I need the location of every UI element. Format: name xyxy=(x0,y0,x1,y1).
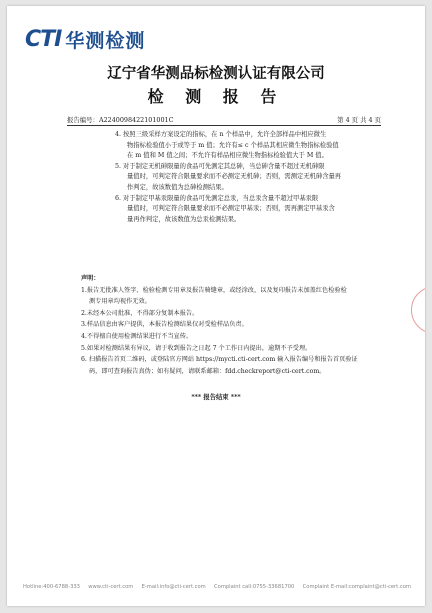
remark-line: 量再作判定，故该数值为总汞检测结果。 xyxy=(127,215,241,223)
declaration-line: 5.如果对检测结果有异议，请于收到报告之日起 7 个工作日内提出，逾期不予受理。 xyxy=(81,344,312,352)
remark-line: 量值时，可判定符合限量要求而不必测定甲基汞；否则，需再测定甲基汞含 xyxy=(127,205,335,213)
remark-line: 5. 对于制定无机砷限量的食品可先测定其总砷，当总砷含量不超过无机砷限 xyxy=(115,162,325,170)
declaration-line: 2.未经本公司批准，不得部分复制本报告。 xyxy=(81,309,199,317)
logo-cti-text: CTI xyxy=(25,26,62,52)
declaration-line: 1.报告无批准人签字、检验检测专用章及报告骑缝章，或经涂改，以及复印报告未加盖红色检验检 xyxy=(81,286,347,294)
report-end-mark: *** 报告结束 *** xyxy=(191,394,241,401)
report-title: 检 测 报 告 xyxy=(147,87,285,106)
declaration-line: 测专用章均视作无效。 xyxy=(89,298,151,306)
report-number: 报告编号：A2240098422101001C xyxy=(67,116,174,124)
footer-email: E-mail:info@cti-cert.com xyxy=(141,584,206,590)
company-name: 辽宁省华测品标检测认证有限公司 xyxy=(107,65,325,82)
header-divider xyxy=(67,125,381,126)
footer-complaint-call: Complaint call:0755-33681700 xyxy=(214,584,295,590)
footer-complaint-email: Complaint E-mail:complaint@cti-cert.com xyxy=(302,584,411,590)
report-page xyxy=(7,6,425,606)
remark-item xyxy=(115,130,365,162)
declaration-line: 3.样品信息由客户提供，本报告检测结果仅对受检样品负责。 xyxy=(81,321,248,329)
remark-line: 4. 按照三级采样方案设定的指标，在 n 个样品中，允许全部样品中相应微生 xyxy=(115,131,327,138)
remarks-list xyxy=(115,130,365,225)
declaration-heading: 声明： xyxy=(81,275,100,282)
declaration-line: 4.不得擅自使用检测结果进行不当宣传。 xyxy=(81,332,193,340)
declaration-line: 码，即可查询报告真伪；如有疑问，请联系邮箱：fdd.checkreport@cti-cert.com。 xyxy=(89,367,326,375)
remark-item xyxy=(115,194,365,226)
footer-hotline: Hotline:400-6788-333 xyxy=(23,584,80,590)
seal-stamp xyxy=(411,286,425,334)
page-footer xyxy=(23,584,411,590)
footer-website: www.cti-cert.com xyxy=(88,584,134,590)
remark-item xyxy=(115,162,365,194)
declaration-section xyxy=(81,273,371,377)
remark-line: 量值时，可判定符合限量要求而不必测定无机砷；否则，需测定无机砷含量再 xyxy=(127,173,342,181)
logo-cn-text: 华测检测 xyxy=(65,29,146,52)
declaration-line: 6. 扫描报告首页二维码，或登陆官方网站 https://mycti.cti-cert.com 输入报告编号和报告首页验证 xyxy=(81,356,358,364)
remark-line: 6. 对于制定甲基汞限量的食品可先测定总汞，当总汞含量不超过甲基汞限 xyxy=(115,194,319,202)
page-info: 第 4 页 共 4 页 xyxy=(337,116,381,124)
remark-line: 作判定，故该数值为总砷检测结果。 xyxy=(127,183,228,191)
company-logo xyxy=(25,26,145,52)
remark-line: 物指标检验值小于或等于 m 值；允许有≤ c 个样品其相应微生物指标检验值 xyxy=(127,141,339,149)
remark-line: 在 m 值和 M 值之间；不允许有样品相应微生物指标检验值大于 M 值。 xyxy=(127,152,328,160)
